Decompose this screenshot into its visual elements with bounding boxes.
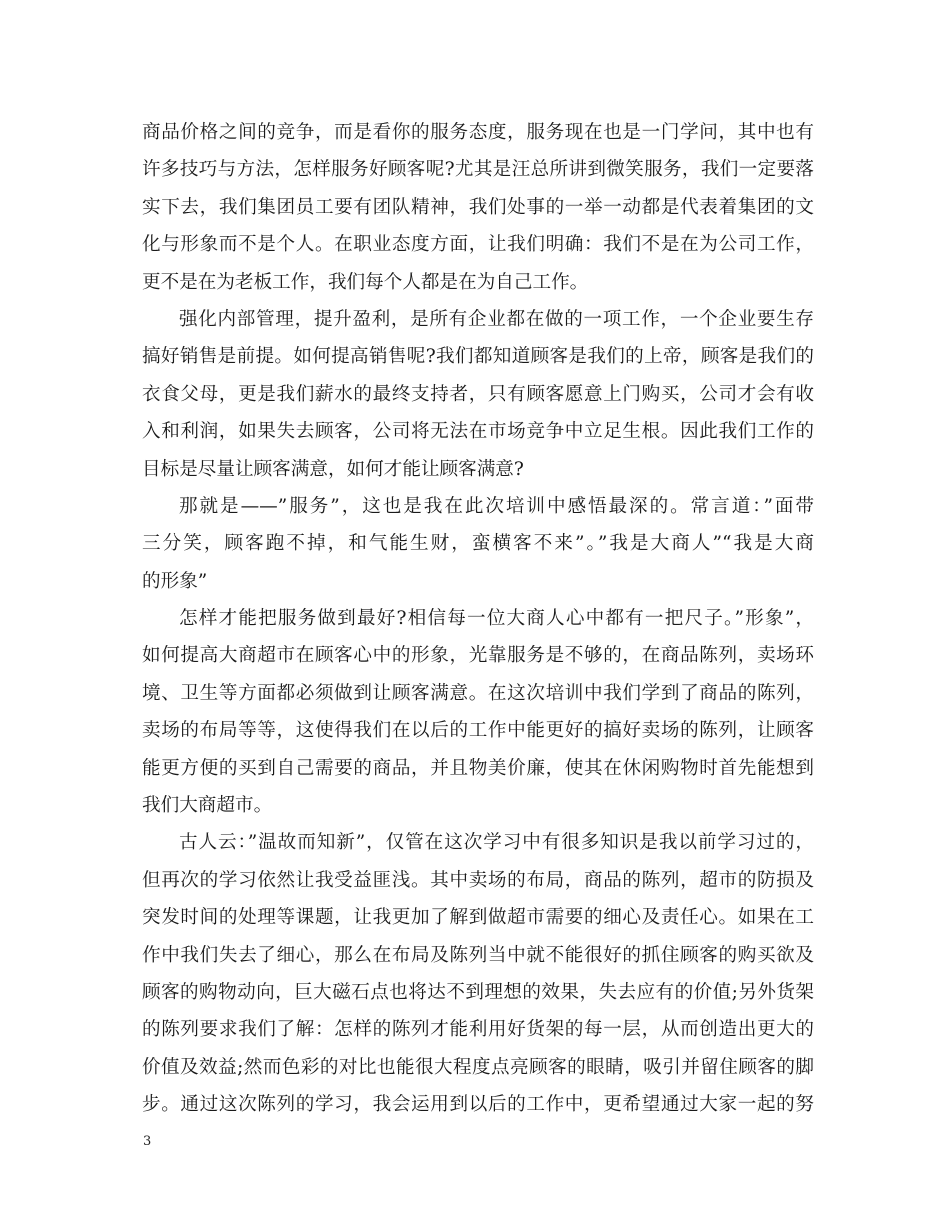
text-line: 古人云：”温故而知新”，仅管在这次学习中有很多知识是我以前学习过的， [179, 832, 814, 854]
page-number: 3 [143, 1134, 152, 1149]
text-line: 的形象” [142, 570, 208, 592]
text-line: 入和利润，如果失去顾客，公司将无法在市场竞争中立足生根。因此我们工作的 [142, 421, 814, 443]
text-line: 步。通过这次陈列的学习，我会运用到以后的工作中，更希望通过大家一起的努 [142, 1094, 814, 1116]
text-line: 商品价格之间的竞争，而是看你的服务态度，服务现在也是一门学问，其中也有 [142, 122, 814, 143]
text-line: 境、卫生等方面都必须做到让顾客满意。在这次培训中我们学到了商品的陈列， [142, 682, 814, 704]
text-line: 我们大商超市。 [142, 795, 273, 817]
text-line: 化与形象而不是个人。在职业态度方面，让我们明确：我们不是在为公司工作， [142, 234, 814, 256]
text-line: 顾客的购物动向，巨大磁石点也将达不到理想的效果，失去应有的价值;另外货架 [142, 981, 814, 1003]
text-line: 突发时间的处理等课题，让我更加了解到做超市需要的细心及责任心。如果在工 [142, 907, 814, 929]
text-line: 那就是——”服务”，这也是我在此次培训中感悟最深的。常言道：”面带 [179, 495, 814, 517]
text-line: 但再次的学习依然让我受益匪浅。其中卖场的布局，商品的陈列，超市的防损及 [142, 869, 814, 891]
document-body [142, 114, 814, 1124]
text-line: 卖场的布局等等，这使得我们在以后的工作中能更好的搞好卖场的陈列，让顾客 [142, 720, 814, 742]
text-line: 目标是尽量让顾客满意，如何才能让顾客满意? [142, 458, 524, 480]
text-line: 衣食父母，更是我们薪水的最终支持者，只有顾客愿意上门购买，公司才会有收 [142, 383, 814, 405]
text-line: 搞好销售是前提。如何提高销售呢?我们都知道顾客是我们的上帝，顾客是我们的 [142, 346, 814, 368]
text-line: 的陈列要求我们了解：怎样的陈列才能利用好货架的每一层，从而创造出更大的 [142, 1019, 814, 1041]
text-line: 怎样才能把服务做到最好?相信每一位大商人心中都有一把尺子。”形象”， [179, 608, 814, 630]
text-line: 三分笑，顾客跑不掉，和气能生财，蛮横客不来”。”我是大商人”“我是大商 [142, 533, 814, 555]
text-line: 强化内部管理，提升盈利，是所有企业都在做的一项工作，一个企业要生存 [179, 308, 814, 330]
text-line: 能更方便的买到自己需要的商品，并且物美价廉，使其在休闲购物时首先能想到 [142, 757, 814, 779]
text-line: 作中我们失去了细心，那么在布局及陈列当中就不能很好的抓住顾客的购买欲及 [142, 944, 814, 966]
text-line: 许多技巧与方法，怎样服务好顾客呢?尤其是汪总所讲到微笑服务，我们一定要落 [142, 159, 814, 181]
text-line: 实下去，我们集团员工要有团队精神，我们处事的一举一动都是代表着集团的文 [142, 196, 814, 218]
text-line: 价值及效益;然而色彩的对比也能很大程度点亮顾客的眼睛，吸引并留住顾客的脚 [142, 1056, 814, 1078]
text-line: 如何提高大商超市在顾客心中的形象，光靠服务是不够的，在商品陈列，卖场环 [142, 645, 814, 667]
text-line: 更不是在为老板工作，我们每个人都是在为自己工作。 [142, 271, 589, 293]
